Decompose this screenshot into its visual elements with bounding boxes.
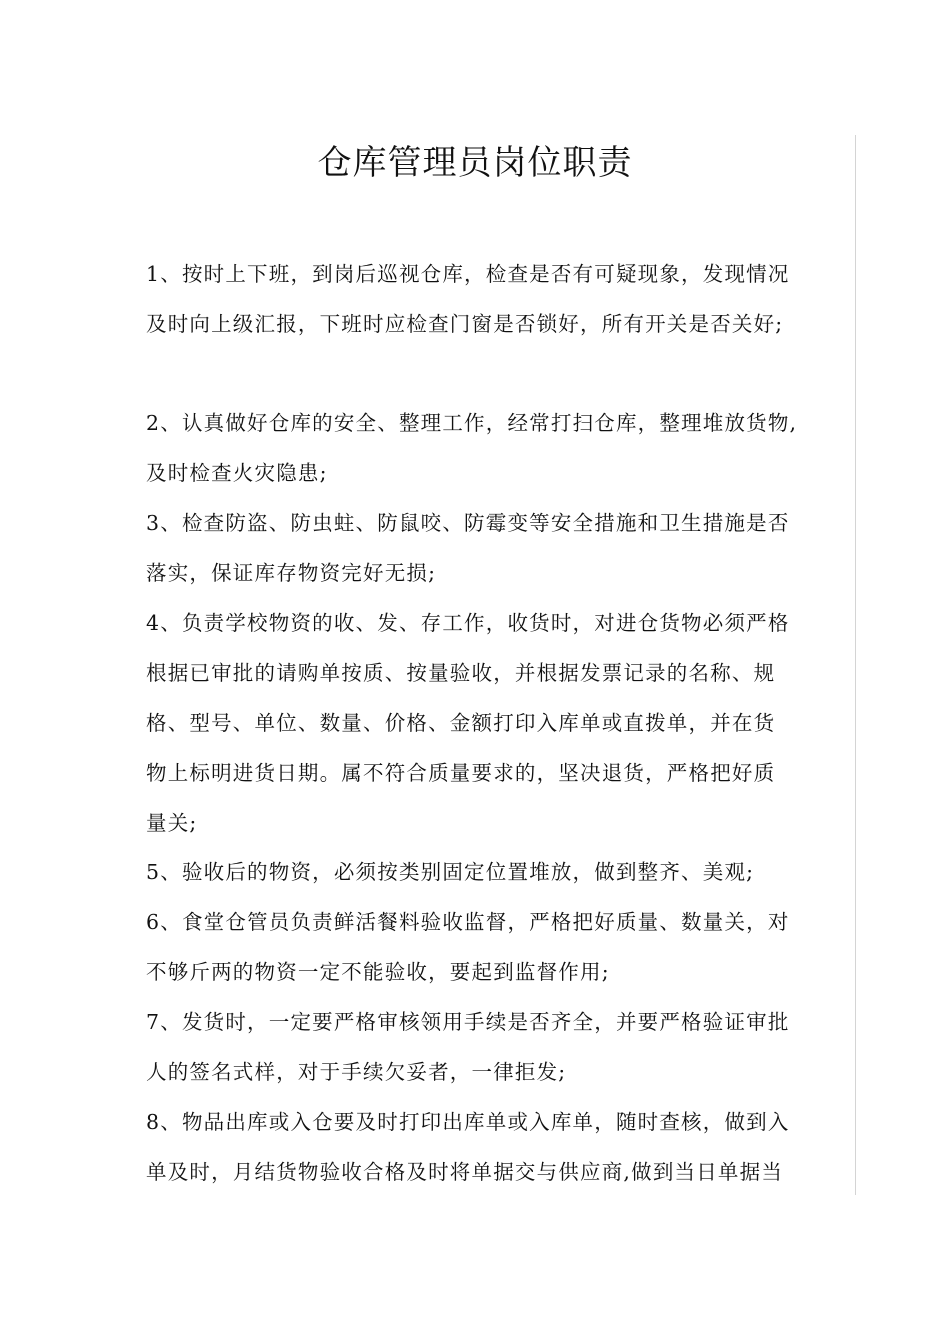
duty-7-line-1: 7、发货时，一定要严格审核领用手续是否齐全，并要严格验证审批 bbox=[146, 1010, 790, 1034]
duty-4-line-2: 根据已审批的请购单按质、按量验收，并根据发票记录的名称、规 bbox=[146, 661, 776, 685]
duty-7-line-2: 人的签名式样，对于手续欠妥者，一律拒发; bbox=[146, 1060, 567, 1084]
duty-1-line-2: 及时向上级汇报，下班时应检查门窗是否锁好，所有开关是否关好; bbox=[146, 312, 784, 336]
duty-8-line-1: 8、物品出库或入仓要及时打印出库单或入库单，随时查核，做到入 bbox=[146, 1110, 790, 1134]
duty-4-line-5: 量关; bbox=[146, 811, 198, 835]
duty-4-line-4: 物上标明进货日期。属不符合质量要求的，坚决退货，严格把好质 bbox=[146, 761, 776, 785]
duty-4-line-1: 4、负责学校物资的收、发、存工作，收货时，对进仓货物必须严格 bbox=[146, 611, 790, 635]
document-title: 仓库管理员岗位职责 bbox=[317, 143, 633, 183]
duty-2-line-2: 及时检查火灾隐患; bbox=[146, 461, 328, 485]
duty-3-line-2: 落实，保证库存物资完好无损; bbox=[146, 561, 437, 585]
duty-2-line-1: 2、认真做好仓库的安全、整理工作，经常打扫仓库，整理堆放货物, bbox=[146, 411, 798, 435]
duty-4-line-3: 格、型号、单位、数量、价格、金额打印入库单或直拨单，并在货 bbox=[146, 711, 776, 735]
duty-1-line-1: 1、按时上下班，到岗后巡视仓库，检查是否有可疑现象，发现情况 bbox=[146, 262, 790, 286]
duty-5-line-1: 5、验收后的物资，必须按类别固定位置堆放，做到整齐、美观; bbox=[146, 860, 755, 884]
duty-6-line-1: 6、食堂仓管员负责鲜活餐料验收监督，严格把好质量、数量关，对 bbox=[146, 910, 790, 934]
duty-3-line-1: 3、检查防盗、防虫蛀、防鼠咬、防霉变等安全措施和卫生措施是否 bbox=[146, 511, 790, 535]
duty-8-line-2: 单及时，月结货物验收合格及时将单据交与供应商,做到当日单据当 bbox=[146, 1160, 784, 1184]
duty-6-line-2: 不够斤两的物资一定不能验收，要起到监督作用; bbox=[146, 960, 610, 984]
page-margin-line bbox=[855, 135, 856, 1195]
